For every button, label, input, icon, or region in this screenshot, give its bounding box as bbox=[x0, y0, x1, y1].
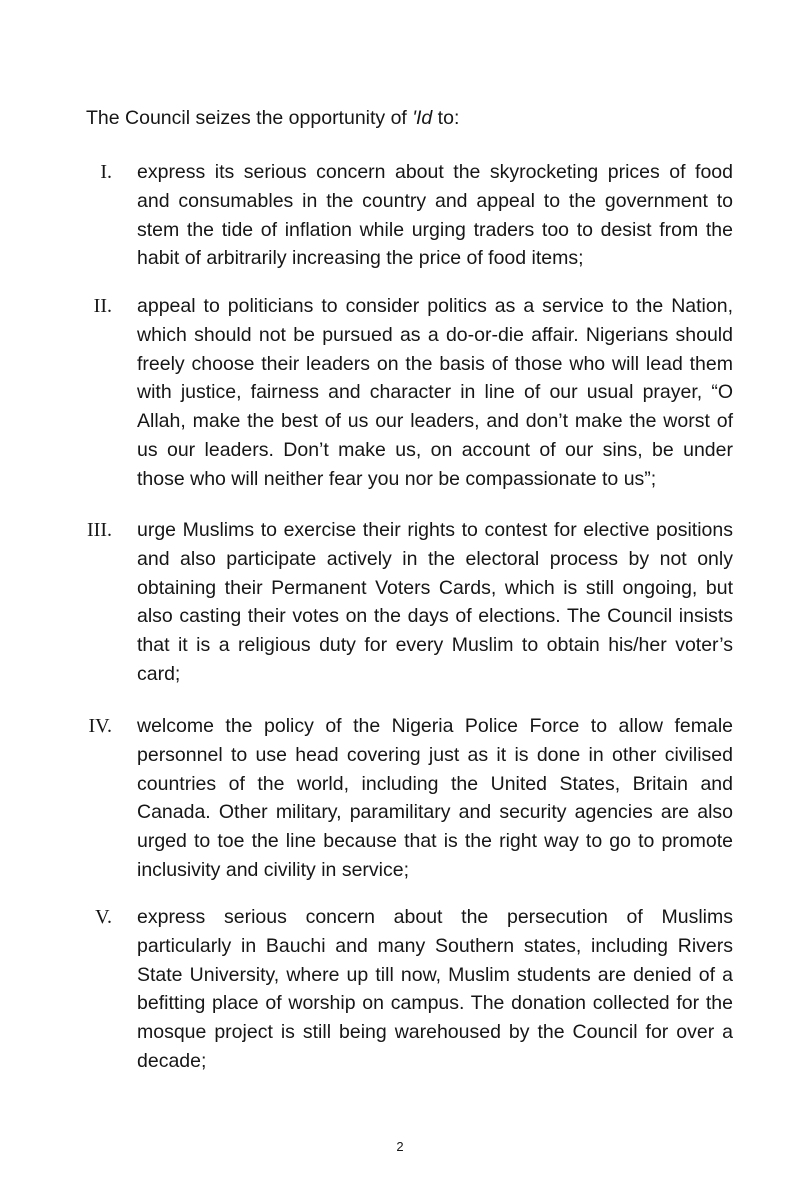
text-line: decade; bbox=[137, 1049, 207, 1072]
text-line: us our leaders. Don’t make us, on account of our sins, be under bbox=[137, 438, 733, 461]
text-line: express serious concern about the persecution of Muslims bbox=[137, 906, 733, 928]
text-line: and also participate actively in the electoral process by not only bbox=[137, 547, 733, 570]
text-line: stem the tide of inflation while urging traders too to desist from the bbox=[137, 218, 733, 241]
text-line: welcome the policy of the Nigeria Police Force to allow female bbox=[137, 715, 733, 737]
intro-italic-term: 'Id bbox=[412, 107, 433, 129]
intro-prefix: The Council seizes the opportunity of bbox=[86, 107, 413, 129]
text-line: urge Muslims to exercise their rights to contest for elective positions bbox=[137, 519, 733, 541]
text-line: personnel to use head covering just as it is done in other civilised bbox=[137, 743, 733, 766]
text-line: and consumables in the country and appeal to the government to bbox=[137, 189, 733, 212]
list-item-text bbox=[137, 516, 733, 689]
list-item-numeral: III. bbox=[87, 519, 112, 541]
text-line: habit of arbitrarily increasing the price of food items; bbox=[137, 247, 584, 270]
list-item-text bbox=[137, 158, 733, 273]
text-line: which should not be pursued as a do-or-die affair. Nigerians should bbox=[137, 323, 733, 346]
text-line: particularly in Bauchi and many Southern states, including Rivers bbox=[137, 934, 733, 957]
text-line: Canada. Other military, paramilitary and security agencies are also bbox=[137, 801, 733, 824]
text-line: countries of the world, including the United States, Britain and bbox=[137, 772, 733, 795]
intro-paragraph bbox=[86, 104, 459, 132]
text-line: befitting place of worship on campus. The donation collected for the bbox=[137, 992, 733, 1015]
list-item-numeral: I. bbox=[100, 161, 112, 183]
list-item-text bbox=[137, 292, 733, 494]
text-line: card; bbox=[137, 662, 181, 685]
list-item-numeral: IV. bbox=[88, 715, 112, 737]
page-number: 2 bbox=[396, 1139, 404, 1154]
intro-suffix: to: bbox=[432, 107, 460, 129]
text-line: those who will neither fear you nor be compassionate to us”; bbox=[137, 467, 657, 490]
list-item-text bbox=[137, 712, 733, 885]
list-item-numeral: V. bbox=[95, 906, 112, 928]
text-line: that it is a religious duty for every Muslim to obtain his/her voter’s bbox=[137, 634, 733, 657]
text-line: appeal to politicians to consider politics as a service to the Nation, bbox=[137, 295, 733, 317]
text-line: mosque project is still being warehoused by the Council for over a bbox=[137, 1021, 733, 1044]
list-item-text bbox=[137, 903, 733, 1076]
text-line: State University, where up till now, Muslim students are denied of a bbox=[137, 963, 733, 986]
text-line: express its serious concern about the skyrocketing prices of food bbox=[137, 161, 733, 183]
text-line: urged to toe the line because that is the right way to go to promote bbox=[137, 830, 733, 853]
text-line: freely choose their leaders on the basis of those who will lead them bbox=[137, 352, 733, 375]
text-line: also casting their votes on the days of elections. The Council insists bbox=[137, 605, 733, 628]
text-line: Allah, make the best of us our leaders, and don’t make the worst of bbox=[137, 410, 733, 433]
list-item-numeral: II. bbox=[93, 295, 112, 317]
text-line: with justice, fairness and character in line of our usual prayer, “O bbox=[137, 381, 733, 404]
text-line: inclusivity and civility in service; bbox=[137, 858, 410, 881]
text-line: obtaining their Permanent Voters Cards, which is still ongoing, but bbox=[137, 576, 733, 599]
